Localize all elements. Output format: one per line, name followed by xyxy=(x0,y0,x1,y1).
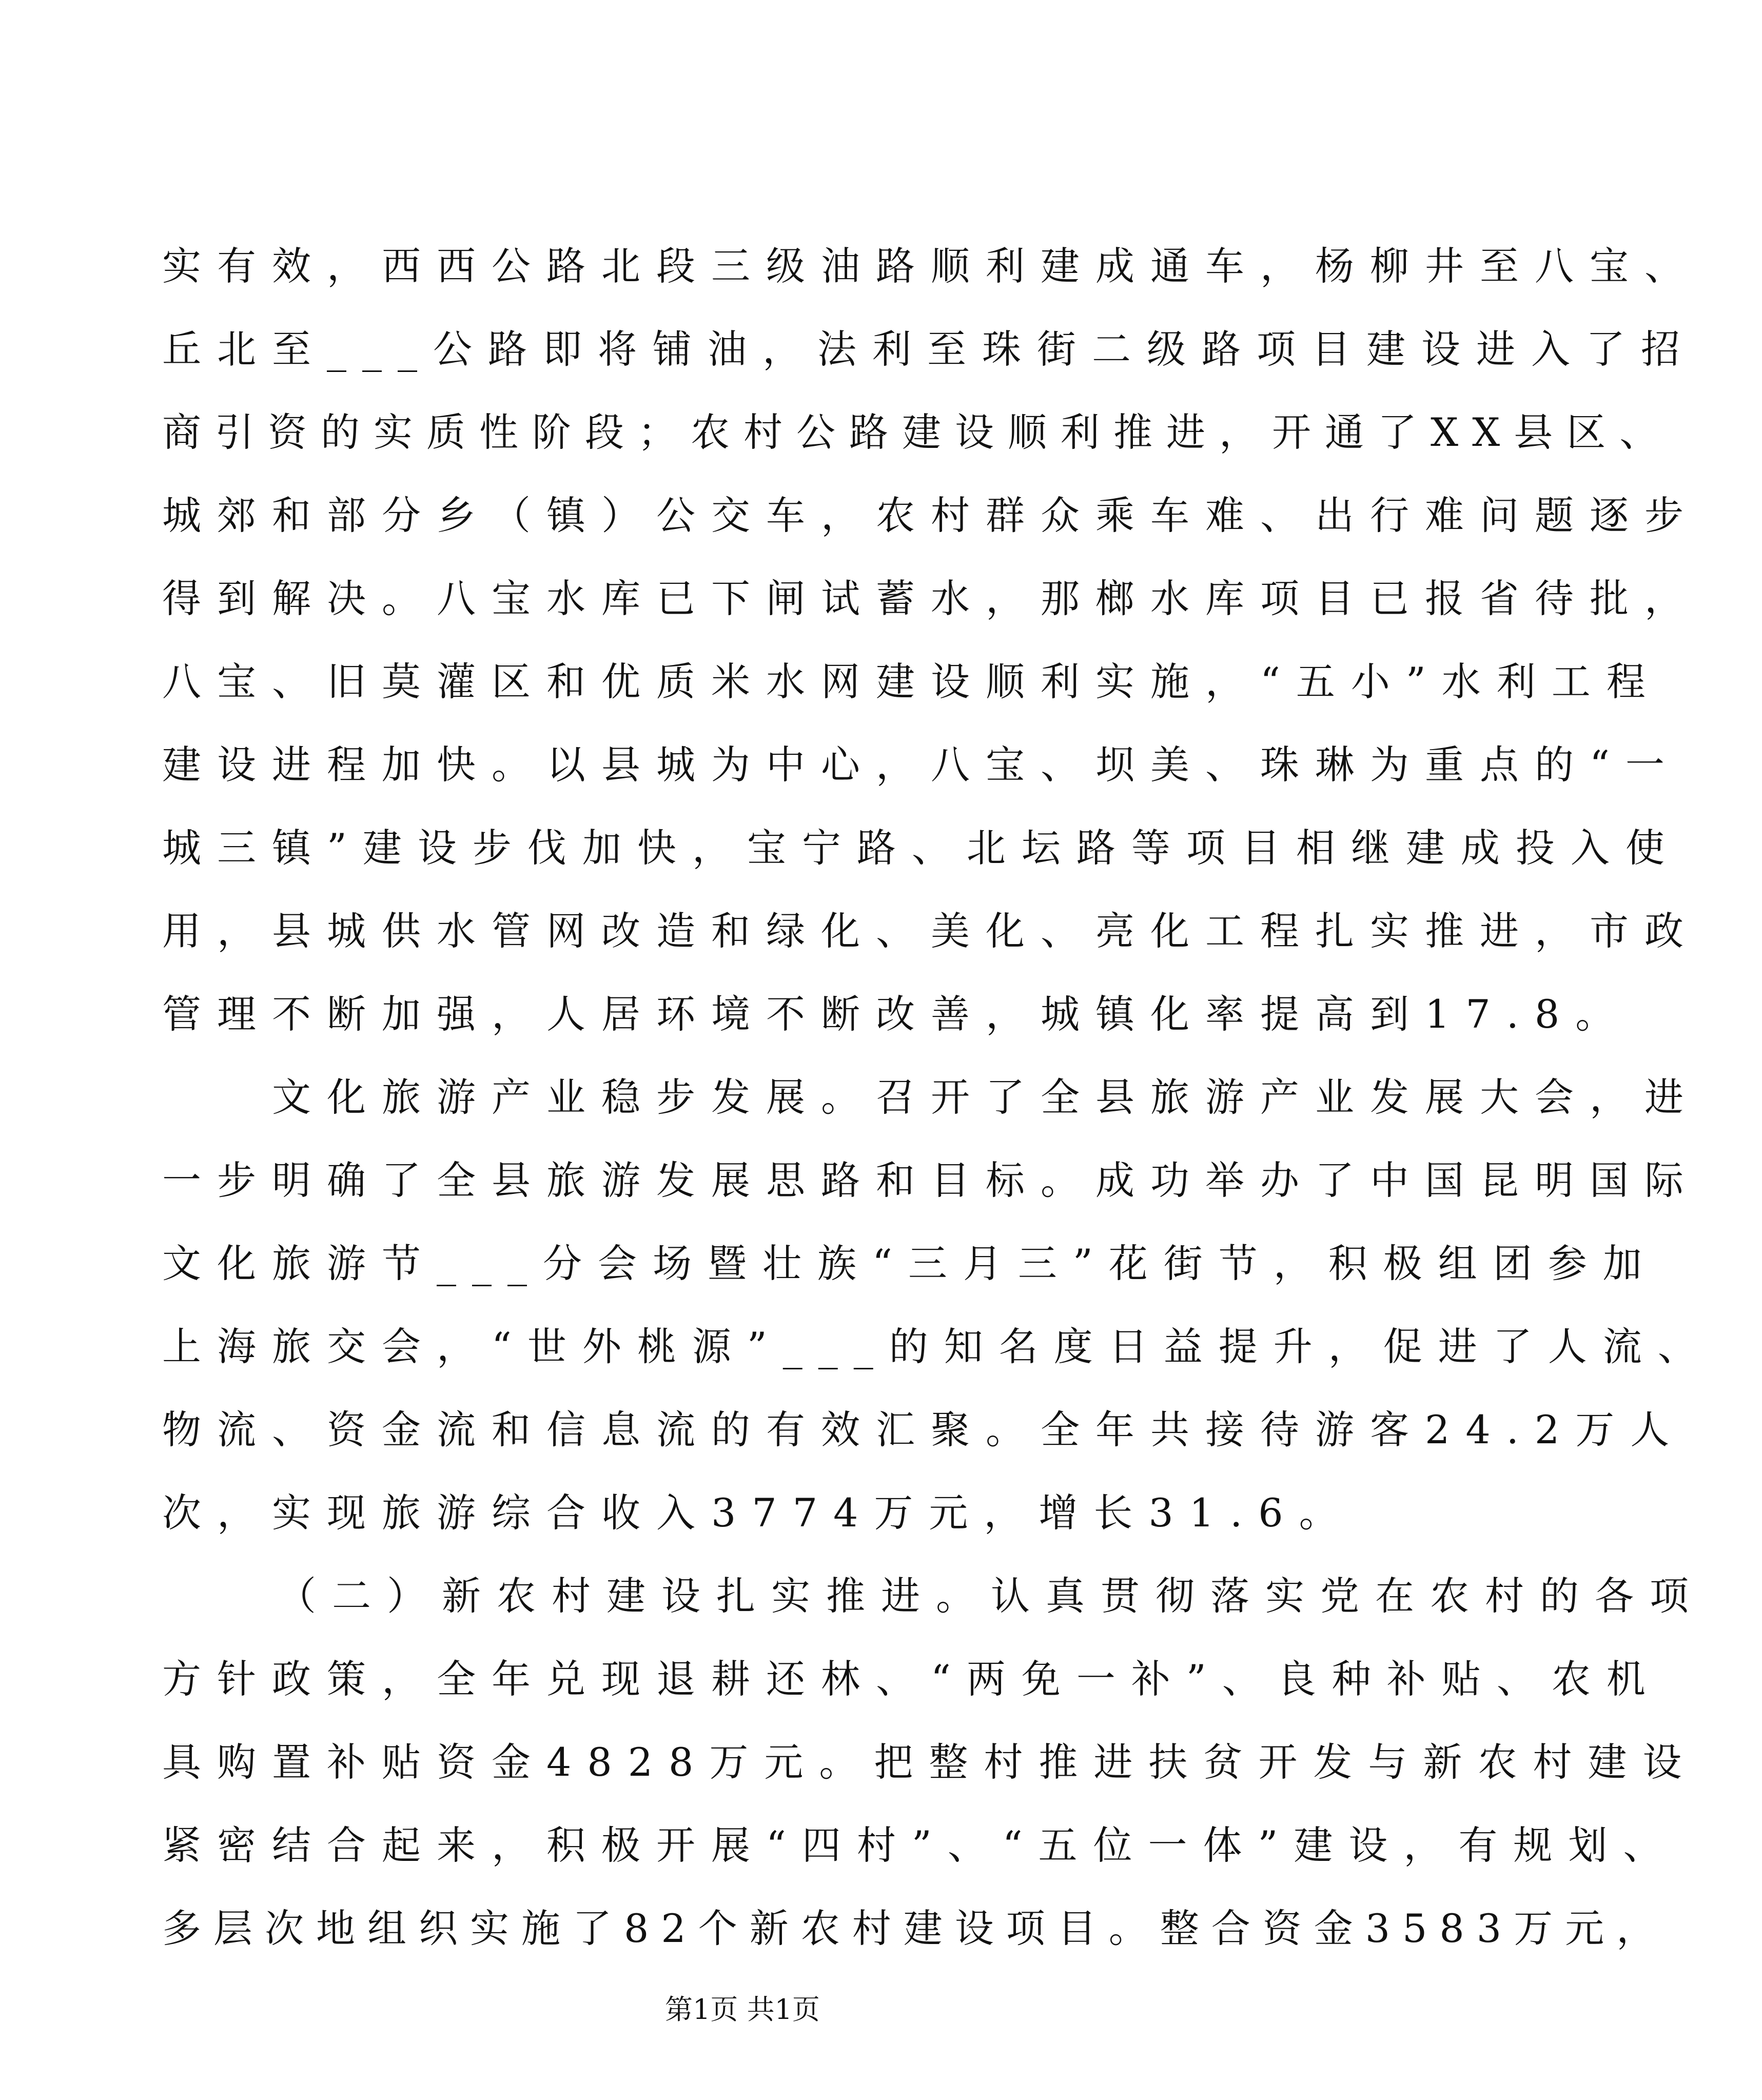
text-line: 次，实现旅游综合收入3774万元，增长31.6。 xyxy=(162,1490,1354,1536)
text-line: （二）新农村建设扎实推进。认真贯彻落实党在农村的各项 xyxy=(277,1573,1705,1619)
text-line: 文化旅游节___分会场暨壮族“三月三”花街节，积极组团参加 xyxy=(162,1241,1658,1286)
text-line: 得到解决。八宝水库已下闸试蓄水，那榔水库项目已报省待批， xyxy=(162,576,1699,621)
text-line: 商引资的实质性阶段；农村公路建设顺利推进，开通了XX县区、 xyxy=(162,409,1673,455)
text-line: 紧密结合起来，积极开展“四村”、“五位一体”建设，有规划、 xyxy=(162,1822,1678,1868)
text-line: 城郊和部分乡（镇）公交车，农村群众乘车难、出行难问题逐步 xyxy=(162,493,1699,538)
text-line: 上海旅交会，“世外桃源”___的知名度日益提升，促进了人流、 xyxy=(162,1324,1713,1369)
text-line: 建设进程加快。以县城为中心，八宝、坝美、珠琳为重点的“一 xyxy=(162,742,1680,788)
text-line: 文化旅游产业稳步发展。召开了全县旅游产业发展大会，进 xyxy=(272,1074,1699,1120)
text-line: 物流、资金流和信息流的有效汇聚。全年共接待游客24.2万人 xyxy=(162,1407,1686,1453)
text-line: 一步明确了全县旅游发展思路和目标。成功举办了中国昆明国际 xyxy=(162,1157,1699,1203)
text-line: 用，县城供水管网改造和绿化、美化、亮化工程扎实推进，市政 xyxy=(162,908,1699,954)
text-line: 丘北至___公路即将铺油，法利至珠街二级路项目建设进入了招 xyxy=(162,326,1696,372)
text-line: 城三镇”建设步伐加快，宝宁路、北坛路等项目相继建成投入使 xyxy=(162,825,1680,871)
text-line: 八宝、旧莫灌区和优质米水网建设顺利实施，“五小”水利工程 xyxy=(162,659,1661,704)
text-line: 管理不断加强，人居环境不断改善，城镇化率提高到17.8。 xyxy=(162,991,1631,1037)
text-line: 具购置补贴资金4828万元。把整村推进扶贫开发与新农村建设 xyxy=(162,1739,1698,1785)
text-line: 方针政策，全年兑现退耕还林、“两免一补”、良种补贴、农机 xyxy=(162,1656,1661,1702)
page-footer: 第1页 共1页 xyxy=(665,1993,820,2026)
text-line: 实有效，西西公路北段三级油路顺利建成通车，杨柳井至八宝、 xyxy=(162,243,1699,289)
text-line: 多层次地组织实施了82个新农村建设项目。整合资金3583万元， xyxy=(162,1906,1668,1951)
